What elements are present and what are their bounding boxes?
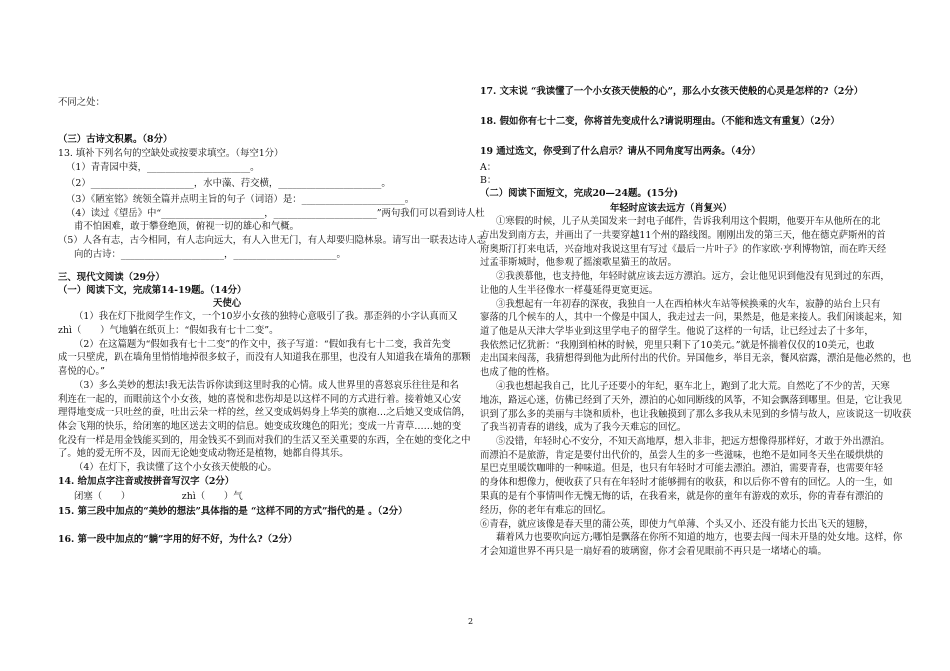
left-text-line: （5）人各有志，古今相同，有人志向远大，有人入世无门，有人却要归隐林泉。请写出一联表达诗人志: [58, 235, 486, 246]
left-text-line: 化没有一样是用金钱能买到的，用金钱买不到而对我们的生活又至关重要的东西，全在她的变化之中: [58, 435, 471, 446]
right-text-line: 而漂泊不是旅游，肯定是要付出代价的，虽尝人生的多一些滋味，也绝不是如同冬天坐在暖烘烘的: [480, 450, 884, 461]
right-text-line: ②我羡慕他，也支持他，年轻时就应该去远方漂泊。远方，会让他见识到他没有见到过的东西，: [496, 271, 890, 282]
right-text-line: 经历，你的老年有难忘的回忆。: [480, 505, 612, 516]
right-text-line: 才会知道世界不再只是一扇好看的玻璃窗，你才会看见眼前不再只是一堵堵心的墙。: [480, 546, 827, 557]
left-text-line: 15. 第三段中加点的“美妙的想法”具体指的是 “这样不同的方式”指代的是 。（2分）: [58, 506, 408, 517]
left-text-line: （三）古诗文积累。（8分）: [58, 134, 173, 145]
left-text-line: 三、现代文阅读（29分）: [58, 272, 165, 283]
right-text-line: 果真的是有个事情叫作无愧无悔的话，在我看来，就是你的童年有游戏的欢乐，你的青春有漂泊的: [480, 491, 884, 502]
left-text-line: （2）______________________，水中藻、荇交横，______________________。: [66, 178, 391, 189]
right-text-line: 地冻，路远心迷，仿佛已经到了天外，漂泊的心如同断线的风筝，不知会飘落到哪里。但是，它让我见: [480, 395, 902, 406]
right-text-line: 年轻时应该去远方（肖复兴）: [610, 203, 732, 214]
right-text-line: 寥落的几个候车的人，其中一个像是中国人，我走过去一问，果然是，他是来接人。我们闲谈起来，知: [480, 312, 902, 323]
right-text-line: 藉着风力也要吹向远方;哪怕是飘落在你所不知道的地方，也要去闯一闯未开垦的处女地。这样，你: [496, 532, 903, 543]
right-text-line: 18. 假如你有七十二变，你将首先变成什么?请说明理由。（不能和选文有重复）（2分）: [480, 116, 840, 127]
right-text-line: 了我当初青春的谱线，成为了我今天难忘的回忆。: [480, 422, 687, 433]
left-text-line: 体会飞翔的快乐，给闭塞的地区送去文明的信息。她变成玫瑰色的阳光；变成一片青草……她的变: [58, 421, 462, 432]
left-text-line: 理得地变成一只吐丝的蚕，吐出云朵一样的丝，丝又变成妈妈身上华美的旗袍…之后她又变成信鸽，: [58, 407, 471, 418]
left-text-line: 了。她的爱无所不及，因而无论她变成动物还是植物，她都自得其乐。: [58, 448, 349, 459]
left-text-line: 13. 填补下列名句的空缺处或按要求填空。（每空1分）: [58, 148, 284, 159]
left-text-line: zhì（ ）气地躺在纸页上：“假如我有七十二变”。: [58, 325, 279, 336]
left-text-line: （4）在灯下，我读懂了这个小女孩天使般的心。: [74, 462, 277, 473]
right-text-line: A：: [480, 162, 497, 173]
left-text-line: （4）读过《望岳》中“______________________，______________________”两句我们可以看到诗人杜: [66, 208, 485, 219]
left-text-line: （3）《陋室铭》统领全篇并点明主旨的句子（词语）是：______________________。: [66, 194, 415, 205]
right-text-line: 我依然记忆犹新：“我刚到柏林的时候，兜里只剩下了10美元。”就是怀揣着仅仅的10美元，也敢: [480, 340, 875, 351]
right-text-line: 让他的人生半径像水一样蔓延得更宽更远。: [480, 285, 659, 296]
right-text-line: 过孟菲斯城时，他参观了摇滚歌星猫王的故居。: [480, 257, 677, 268]
left-text-line: （2）在这篇题为“假如我有七十二变”的作文中，孩子写道：“假如我有七十二变，我首先变: [74, 339, 451, 350]
left-text-line: 利连在一起的，而眼前这个小女孩，她的喜悦和悲伤却是以这样不同的方式进行着。接着她又心安: [58, 394, 462, 405]
left-text-line: 喜悦的心。”: [58, 366, 105, 377]
right-text-line: ⑤没错，年轻时心不安分，不知天高地厚，想入非非，把远方想像得那样好，才敢于外出漂泊。: [496, 436, 890, 447]
left-text-line: 14. 给加点字注音或按拼音写汉字（2分）: [58, 476, 235, 487]
left-text-line: 天使心: [213, 298, 242, 309]
right-text-line: 17. 文末说 “我读懂了一个小女孩天使般的心”，那么小女孩天使般的心灵是怎样的?（2分）: [480, 86, 864, 97]
left-text-line: 不同之处：: [58, 97, 105, 108]
left-text-line: （一）阅读下文，完成第14-19题。（14分）: [58, 285, 247, 296]
right-text-line: 星巴克里暖饮咖啡的一种味道。但是，也只有年轻时才可能去漂泊。漂泊，需要青春，也需要年轻: [480, 463, 884, 474]
left-text-line: 向的古诗：______________________，______________________。: [74, 249, 346, 260]
right-text-line: 方出发到南方去，并画出了一共要穿越11个州的路线图。刚刚出发的第三天，他在德克萨斯州的首: [480, 230, 886, 241]
right-text-line: 的身体和想像力，便收获了只有在年轻时才能够拥有的收获，和以后你不曾有的回忆。人的一生，如: [480, 477, 893, 488]
right-text-line: ①寒假的时候，儿子从美国发来一封电子邮件，告诉我利用这个假期，他要开车从他所在的北: [496, 216, 881, 227]
left-text-line: 成一只壁虎，趴在墙角里悄悄地掉很多蚊子，而没有人知道我在那里，也没有人知道我在墙角的那颗: [58, 352, 471, 363]
left-text-line: 甫不怕困难，敢于攀登绝顶，俯视一切的雄心和气概。: [74, 221, 300, 232]
right-text-line: 道了他是从天津大学毕业到这里学电子的留学生。他说了这样的一句话，让已经过去了十多年，: [480, 326, 874, 337]
right-text-line: B：: [480, 175, 497, 186]
right-text-line: ⑥青春，就应该像是春天里的蒲公英，即使力气单薄、个头又小、还没有能力长出飞天的翅膀，: [480, 519, 874, 530]
right-text-line: 19 通过选文，你受到了什么启示？请从不同角度写出两条。（4分）: [480, 146, 761, 157]
right-text-line: 也成了他的性格。: [480, 367, 556, 378]
right-text-line: 走出国来闯荡，我猜想得到他为此所付出的代价。异国他乡，举目无亲，餐风宿露，漂泊是他必然的，也: [480, 353, 912, 364]
left-text-line: （3）多么美妙的想法!我无法告诉你读到这里时我的心情。成人世界里的喜怒哀乐往往是和名: [74, 380, 459, 391]
left-text-line: 16. 第一段中加点的“躺”字用的好不好，为什么?（2分）: [58, 534, 298, 545]
right-text-line: 府奥斯汀打来电话，兴奋地对我说这里有写过《最后一片叶子》的作家欧·亨利博物馆，而在昨天经: [480, 244, 887, 255]
page-number: 2: [468, 617, 474, 626]
right-text-line: 识到了那么多的美丽与丰饶和质朴，也让我触摸到了那么多我从未见到的乡情与故人，应该说这一切收获: [480, 409, 912, 420]
left-text-line: （1）青青园中葵，______________________。: [66, 162, 260, 173]
right-text-line: ④我也想起我自己，比儿子还要小的年纪，驱车北上，跑到了北大荒。自然吃了不少的苦，天寒: [496, 381, 890, 392]
right-text-line: （二）阅读下面短文，完成20—24题。(15分): [480, 188, 679, 199]
left-text-line: 闭塞（ ） zhì（ ）气: [74, 491, 243, 502]
right-text-line: ③我想起有一年初春的深夜，我独自一人在西柏林火车站等候换乘的火车，寂静的站台上只有: [496, 299, 881, 310]
left-text-line: （1）我在灯下批阅学生作文，一个10岁小女孩的独特心意吸引了我。那歪斜的小字认真而又: [74, 311, 458, 322]
